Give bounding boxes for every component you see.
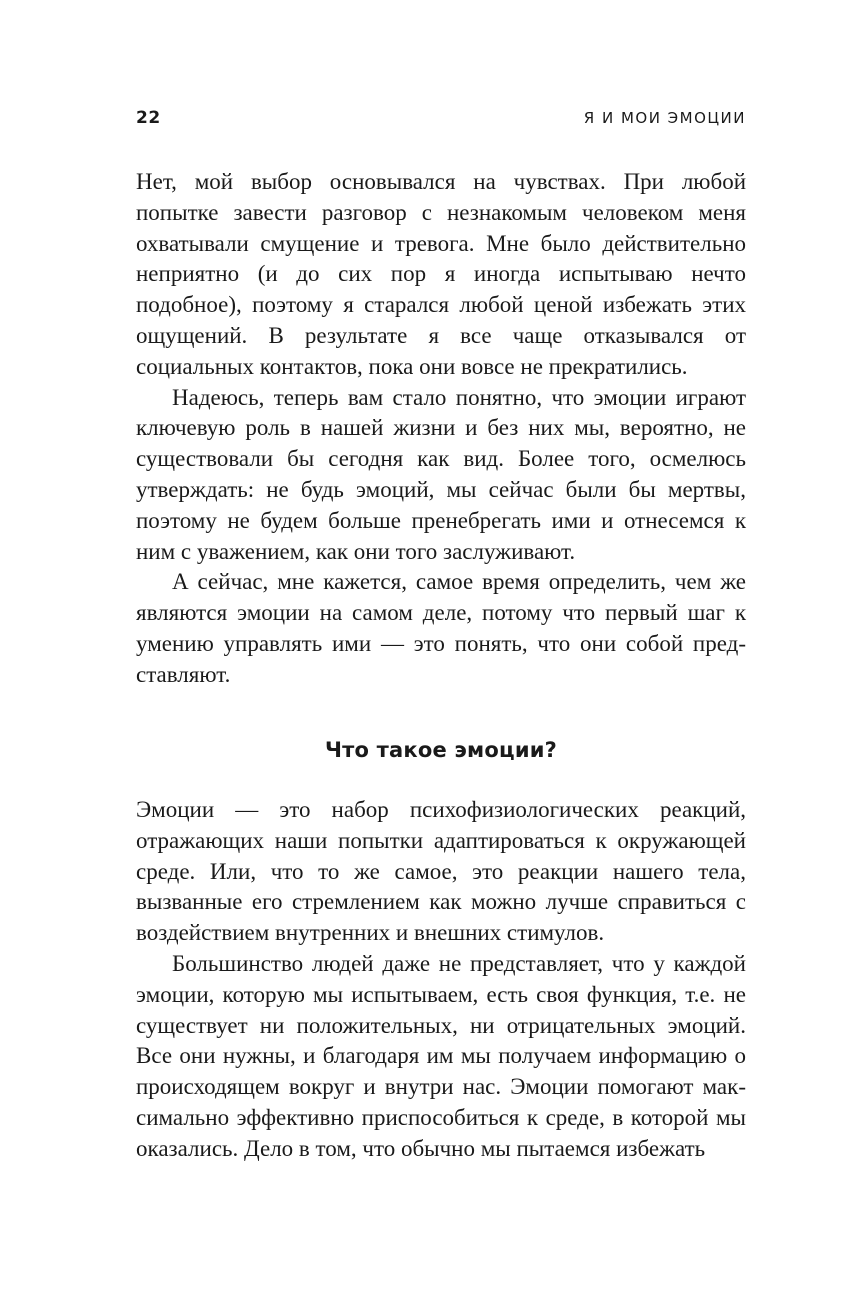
paragraph: Нет, мой выбор основывался на чувствах. При любой попытке завести разговор с незнакомым человеком меня охватывали смущение и тревога. Мне было действительно неприятно (и до сих пор я иногда испытываю нечто подобное), поэтому я старался любой ценой избежать этих ощущений. В результате я все чаще отказывался от социальных контактов, пока они вовсе не прекратились. — [136, 169, 746, 379]
paragraph: А сейчас, мне кажется, самое время определить, чем же являются эмоции на самом деле, потому что первый шаг к умению управлять ими — это понять, что они собой представляют. — [136, 569, 746, 687]
page-number: 22 — [136, 108, 161, 128]
text-block-intro — [136, 167, 746, 691]
running-header — [136, 108, 746, 134]
paragraph: Эмоции — это набор психофизиологических реакций, отражающих наши попытки адаптироваться к окружающей среде. Или, что то же самое, это реакции нашего тела, вызванные его стремлением как можно лучше справиться с воздействием внутренних и внешних стимулов. — [136, 797, 746, 946]
chapter-title: Я И МОИ ЭМОЦИИ — [583, 109, 746, 127]
text-block-what-are-emotions — [136, 795, 746, 1165]
paragraph: Большинство людей даже не представляет, что у каждой эмоции, которую мы испытываем, есть своя функция, т.е. не существует ни положительных, ни отрицательных эмоций. Все они нужны, и благодаря им мы получаем информацию о происходящем вокруг и внутри нас. Эмоции помогают максимально эффективно приспособиться к среде, в которой мы оказались. Дело в том, что обычно мы пытаемся избежать — [136, 950, 746, 1161]
paragraph: Надеюсь, теперь вам стало понятно, что эмоции играют ключевую роль в нашей жизни и без них мы, вероятно, не существовали бы сегодня как вид. Более того, осмелюсь утверждать: не будь эмоций, мы сейчас были бы мертвы, поэтому не будем больше пренебрегать ими и отнесемся к ним с уважением, как они того заслуживают. — [136, 384, 746, 564]
section-heading: Что такое эмоции? — [324, 738, 558, 762]
